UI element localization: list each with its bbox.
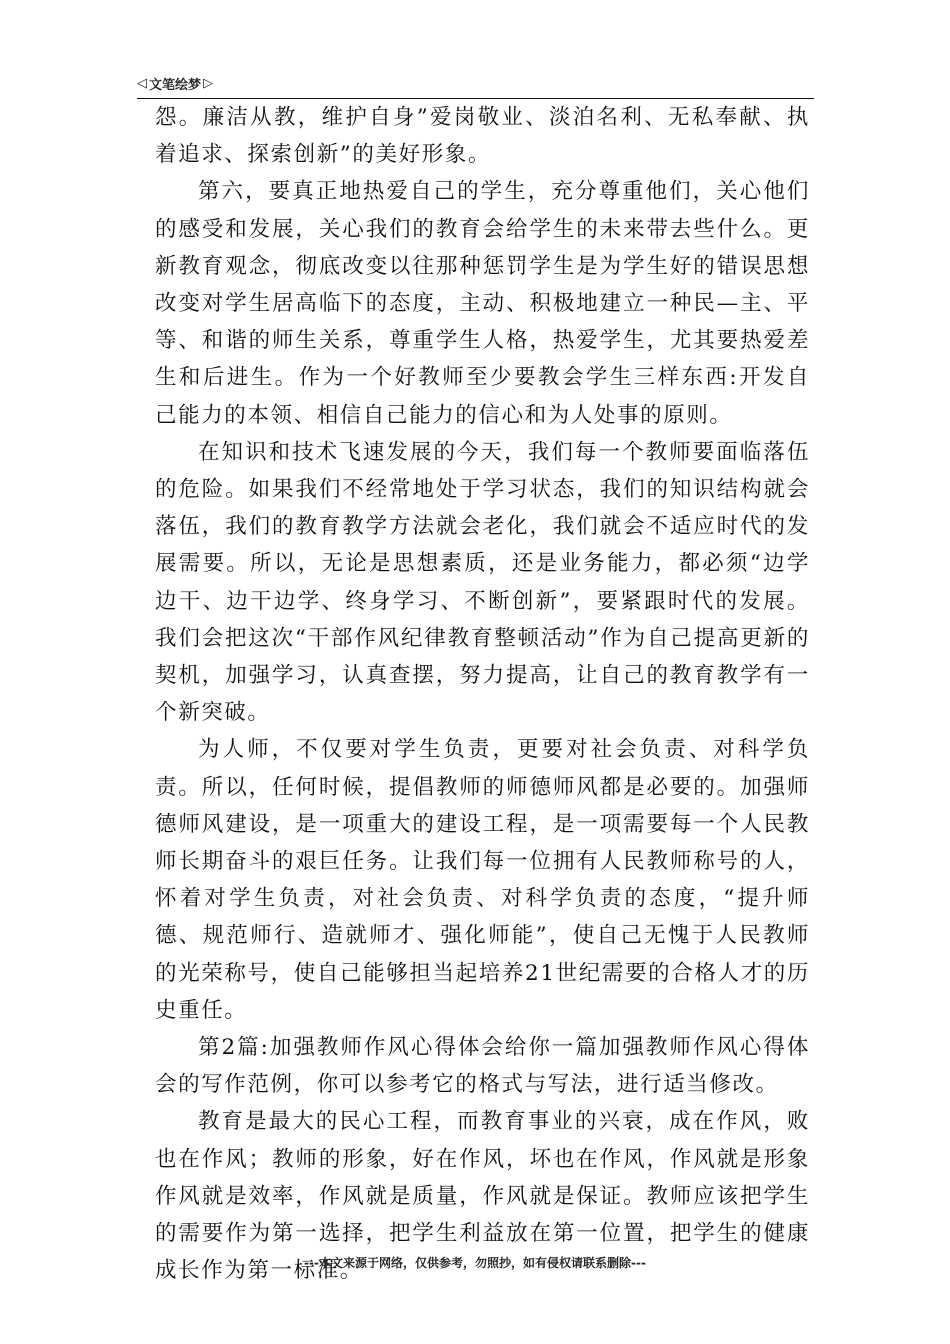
paragraph: 在知识和技术飞速发展的今天，我们每一个教师要面临落伍的危险。如果我们不经常地处于学习状态，我们的知识结构就会落伍，我们的教育教学方法就会老化，我们就会不适应时代的发展需要。所以，无论是思想素质，还是业务能力，都必须“边学边干、边干边学、终身学习、不断创新”，要紧跟时代的发展。我们会把这次“干部作风纪律教育整顿活动”作为自己提高更新的契机，加强学习，认真查摆，努力提高，让自己的教育教学有一个新突破。 [155,439,810,726]
page-header [137,74,213,93]
page-footer: ---本文来源于网络，仅供参考，勿照抄，如有侵权请联系删除--- [304,1256,646,1270]
paragraph: 第六，要真正地热爱自己的学生，充分尊重他们，关心他们的感受和发展，关心我们的教育会给学生的未来带去些什么。更新教育观念，彻底改变以往那种惩罚学生是为学生好的错误思想改变对学生居高临下的态度，主动、积极地建立一种民—主、平等、和谐的师生关系，尊重学生人格，热爱学生，尤其要热爱差生和后进生。作为一个好教师至少要教会学生三样东西:开发自己能力的本领、相信自己能力的信心和为人处事的原则。 [155,179,810,428]
left-triangle-icon: ◁ [137,76,147,91]
right-triangle-icon: ▷ [203,76,214,91]
paragraph: 第2篇:加强教师作风心得体会给你一篇加强教师作风心得体会的写作范例，你可以参考它的格式与写法，进行适当修改。 [155,1035,811,1098]
paragraph-continuation: 怨。廉洁从教，维护自身”爱岗敬业、淡泊名利、无私奉献、执着追求、探索创新”的美好形象。 [155,105,810,168]
paragraph: 为人师，不仅要对学生负责，更要对社会负责、对科学负责。所以，任何时候，提倡教师的师德师风都是必要的。加强师德师风建设，是一项重大的建设工程，是一项需要每一个人民教师长期奋斗的艰巨任务。让我们每一位拥有人民教师称号的人，怀着对学生负责，对社会负责、对科学负责的态度，“提升师德、规范师行、造就师才、强化师能”，使自己无愧于人民教师的光荣称号，使自己能够担当起培养21世纪需要的合格人才的历史重任。 [155,737,810,1023]
header-title: 文笔绘梦 [149,78,202,93]
document-body [155,99,810,1290]
paragraph: 教育是最大的民心工程，而教育事业的兴衰，成在作风，败也在作风；教师的形象，好在作风，坏也在作风，作风就是形象作风就是效率，作风就是质量，作风就是保证。教师应该把学生的需要作为第一选择，把学生利益放在第一位置，把学生的健康成长作为第一标准。 [155,1109,810,1284]
